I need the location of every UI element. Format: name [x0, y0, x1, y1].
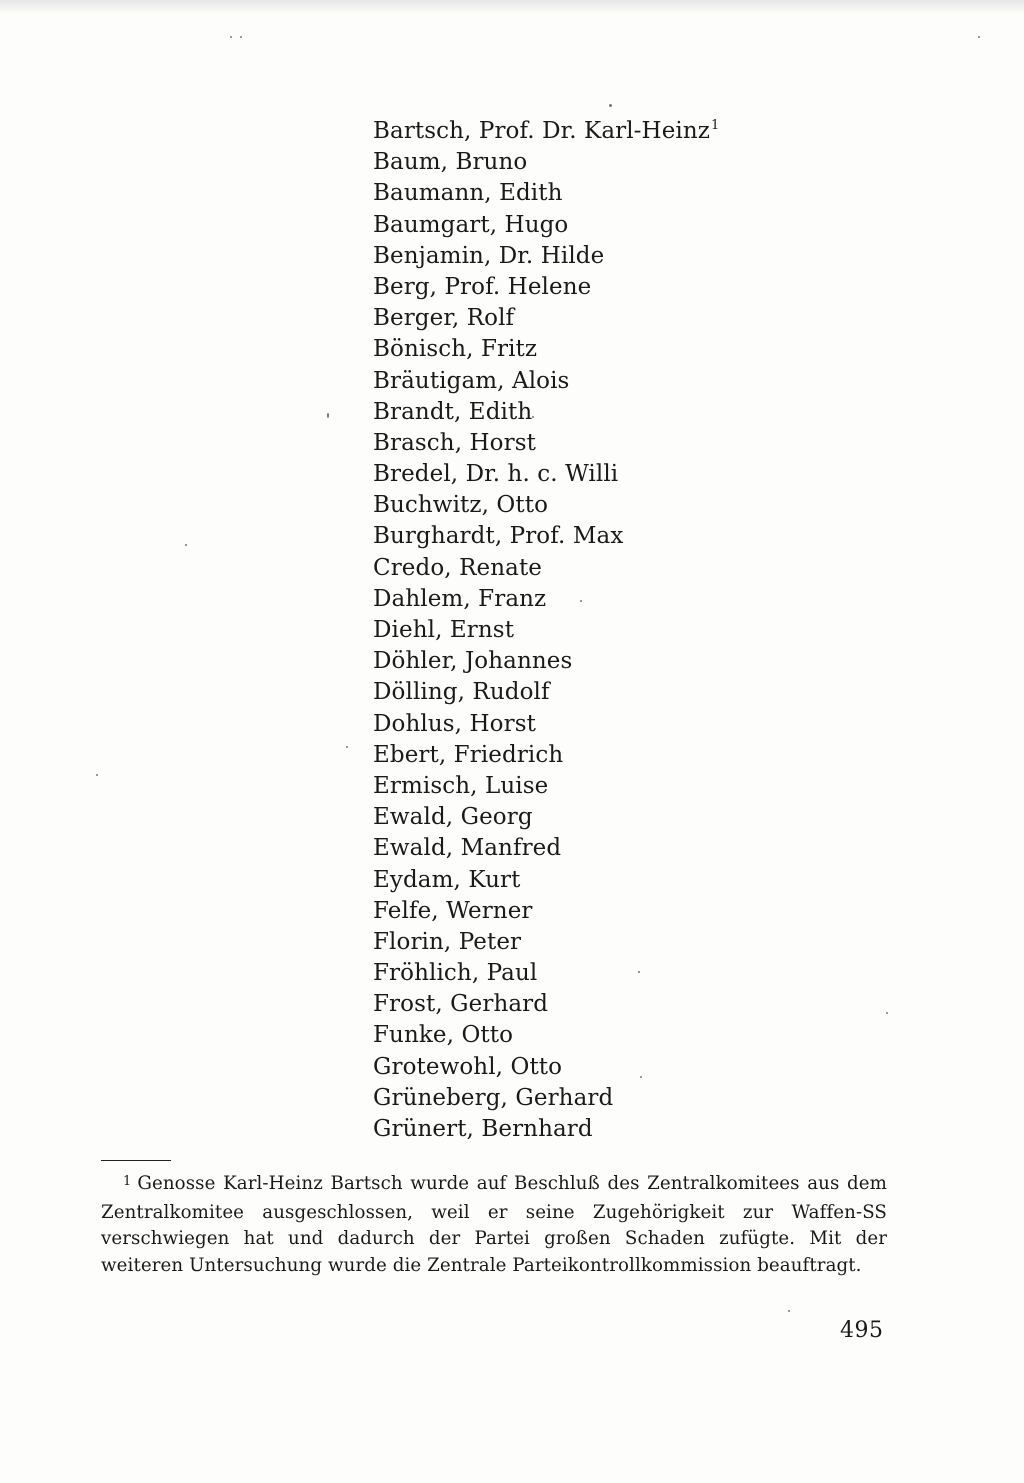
list-item: Burghardt, Prof. Max — [373, 523, 624, 550]
scan-speck — [640, 1076, 642, 1078]
scan-speck — [346, 746, 348, 748]
scan-speck — [327, 413, 329, 418]
list-item: Bredel, Dr. h. c. Willi — [373, 461, 619, 488]
list-item: Funke, Otto — [373, 1022, 514, 1049]
scan-speck — [240, 36, 242, 38]
list-item: Bönisch, Fritz — [373, 336, 538, 363]
scan-speck — [609, 104, 612, 107]
list-item: Grüneberg, Gerhard — [373, 1084, 614, 1111]
footnote-reference: 1 — [711, 118, 720, 133]
list-item: Credo, Renate — [373, 554, 543, 581]
list-item: Florin, Peter — [373, 928, 522, 955]
list-item: Baumgart, Hugo — [373, 211, 569, 238]
list-item: Frost, Gerhard — [373, 991, 549, 1018]
list-item: Grotewohl, Otto — [373, 1053, 563, 1080]
footnote-text: Genosse Karl-Heinz Bartsch wurde auf Beschluß des Zentralkomitees aus dem Zentralkomitee ausgeschlossen, weil er seine Zugehörigkeit zur Waffen-SS verschwiegen hat und dadurch der Partei großen Schaden zufügte. Mit der weiteren Untersuchung wurde die Zentrale Parteikontrollkommission beauftragt. — [101, 1173, 887, 1276]
list-item — [373, 116, 719, 147]
list-item: Baum, Bruno — [373, 149, 528, 176]
list-item: Benjamin, Dr. Hilde — [373, 242, 605, 269]
footnote-marker: 1 — [123, 1174, 132, 1189]
scan-speck — [580, 600, 582, 602]
list-item: Felfe, Werner — [373, 897, 533, 924]
footnote-divider — [101, 1160, 171, 1161]
list-item: Ewald, Manfred — [373, 835, 562, 862]
scan-speck — [638, 971, 640, 973]
list-item: Brasch, Horst — [373, 429, 536, 456]
scan-speck — [788, 1310, 790, 1312]
list-item: Eydam, Kurt — [373, 866, 521, 893]
list-item: Ermisch, Luise — [373, 772, 549, 799]
list-item: Dölling, Rudolf — [373, 679, 550, 706]
list-item: Grünert, Bernhard — [373, 1116, 593, 1142]
list-item: Bräutigam, Alois — [373, 367, 570, 394]
list-item: Döhler, Johannes — [373, 648, 573, 675]
member-name-list — [373, 116, 719, 1145]
list-item: Brandt, Edith — [373, 398, 533, 425]
page-number: 495 — [840, 1318, 884, 1343]
scan-speck — [96, 774, 98, 776]
scan-speck — [532, 416, 534, 418]
scan-speck — [185, 544, 187, 546]
list-item: Ebert, Friedrich — [373, 741, 564, 768]
scan-speck — [230, 36, 232, 38]
list-item: Ewald, Georg — [373, 804, 533, 831]
list-item: Fröhlich, Paul — [373, 960, 538, 987]
list-item: Diehl, Ernst — [373, 617, 515, 643]
footnote — [101, 1171, 887, 1279]
scan-speck — [886, 1012, 888, 1014]
scan-edge-shadow — [0, 0, 1024, 14]
list-item: Dahlem, Franz — [373, 585, 547, 612]
list-item: Dohlus, Horst — [373, 710, 536, 737]
list-item: Berg, Prof. Helene — [373, 273, 592, 300]
scan-speck — [978, 36, 980, 38]
list-item: Berger, Rolf — [373, 305, 515, 332]
list-item: Baumann, Edith — [373, 180, 563, 207]
list-item: Buchwitz, Otto — [373, 492, 549, 519]
member-name: Bartsch, Prof. Dr. Karl-Heinz — [373, 118, 711, 144]
